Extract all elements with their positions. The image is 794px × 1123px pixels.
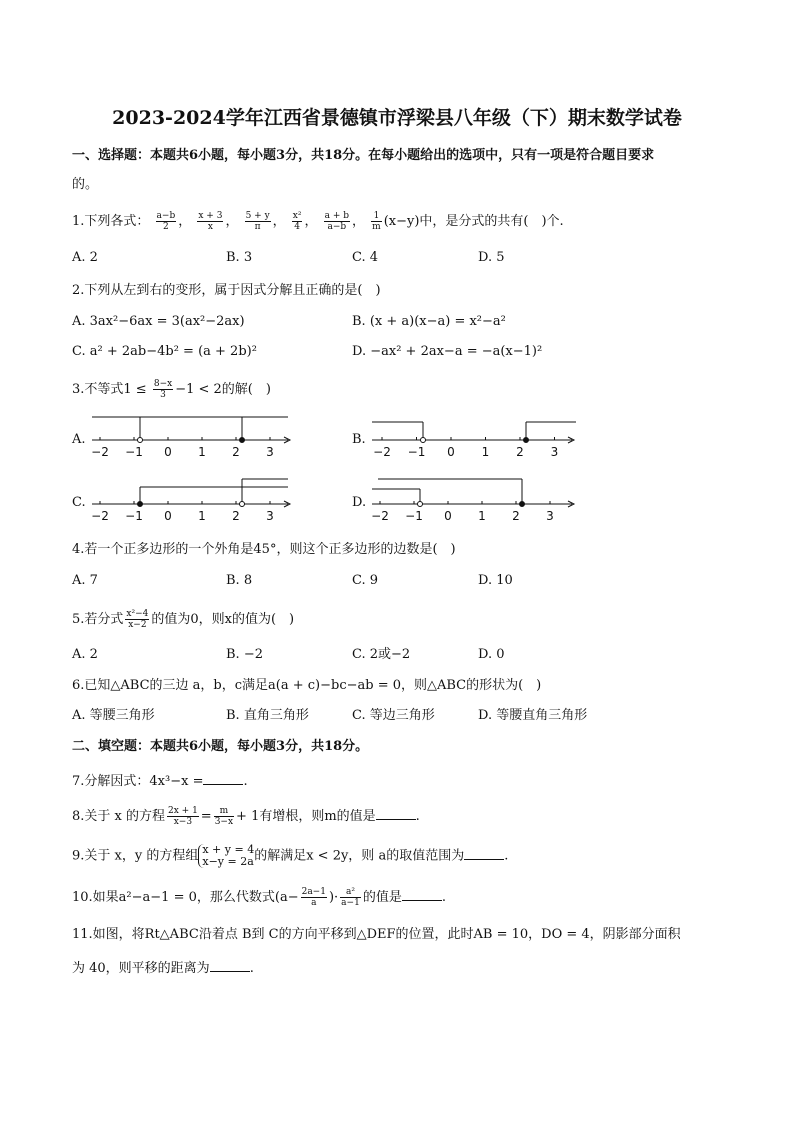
question-11-line1: 11.如图，将Rt△ABC沿着点 B到 C的方向平移到△DEF的位置，此时AB = 10，DO = 4，阴影部分面积 [72, 927, 681, 942]
question-10-stem [72, 887, 446, 908]
q6-option-b: B. 直角三角形 [226, 708, 309, 723]
q1-fraction-1-num: a−b [156, 211, 176, 221]
q3-option-d-number-line [368, 474, 582, 524]
q7-stem: 7.分解因式：4x³−x = [72, 774, 204, 789]
q4-option-c: C. 9 [352, 573, 379, 588]
q3-option-c-label: C. [72, 495, 86, 510]
q10-fraction-1-num: 2a−1 [301, 887, 326, 897]
q10-stem-a: 10.如果a²−a−1 = 0，那么代数式(a− [72, 890, 299, 905]
q2-option-c: C. a² + 2ab−4b² = (a + 2b)² [72, 344, 257, 359]
q8-end: . [415, 809, 420, 824]
q4-option-d: D. 10 [478, 573, 513, 588]
tick-label: 2 [232, 509, 240, 523]
q1-fraction-2-num: x + 3 [198, 211, 223, 221]
q6-option-d: D. 等腰直角三角形 [478, 708, 588, 723]
question-4-stem: 4.若一个正多边形的一个外角是45°，则这个正多边形的边数是( ) [72, 542, 456, 557]
question-2-stem: 2.下列从左到右的变形，属于因式分解且正确的是( ) [72, 283, 381, 298]
tick-label: 3 [546, 509, 554, 523]
q1-fraction-1-den: 2 [163, 222, 169, 232]
tick-label: 1 [478, 509, 486, 523]
tick-label: −2 [91, 509, 109, 523]
q2-option-a: A. 3ax²−6ax = 3(ax²−2ax) [72, 314, 245, 329]
q9-equation-2: x−y = 2a [202, 855, 254, 868]
q5-fraction-den: x−2 [128, 620, 147, 630]
tick-label: 3 [266, 445, 274, 459]
section2-header: 二、填空题：本题共6小题，每小题3分，共18分。 [72, 739, 369, 754]
q2-option-d: D. −ax² + 2ax−a = −a(x−1)² [352, 344, 543, 359]
q10-fraction-1-den: a [311, 898, 317, 908]
q3-fraction [153, 379, 173, 400]
q11-line2-text: 为 40，则平移的距离为 [72, 961, 210, 976]
tick-label: 1 [198, 509, 206, 523]
q3-option-d-label: D. [352, 495, 367, 510]
q5-option-b: B. −2 [226, 647, 263, 662]
q10-fraction-2 [340, 887, 361, 908]
tick-label: −2 [91, 445, 109, 459]
q2-option-b: B. (x + a)(x−a) = x²−a² [352, 314, 506, 329]
q3-fraction-den: 3 [160, 390, 166, 400]
q3-stem-b: −1 < 2的解( ) [175, 382, 271, 397]
q1-option-d: D. 5 [478, 250, 505, 265]
q3-option-b-number-line [368, 410, 582, 460]
q9-equation-1: x + y = 4 [202, 843, 255, 856]
q1-tail: (x−y)中，是分式的共有( )个. [383, 214, 564, 229]
q5-option-a: A. 2 [72, 647, 98, 662]
q1-fraction-3 [245, 211, 271, 232]
tick-label: 0 [447, 445, 455, 459]
q5-option-d: D. 0 [478, 647, 505, 662]
q8-fraction-2-den: 3−x [214, 817, 234, 827]
q6-option-a: A. 等腰三角形 [72, 708, 155, 723]
q1-option-c: C. 4 [352, 250, 379, 265]
question-9-stem [72, 844, 508, 868]
q5-fraction [125, 609, 149, 630]
q10-stem-b: 的值是 [362, 890, 402, 905]
q8-stem-b: + 1有增根，则m的值是 [236, 809, 376, 824]
q5-stem-b: 的值为0，则x的值为( ) [151, 612, 295, 627]
section1-header-line1: 一、选择题：本题共6小题，每小题3分，共18分。在每小题给出的选项中，只有一项是符合题目要求 [72, 148, 655, 163]
q8-fraction-1 [167, 806, 199, 827]
q1-fraction-5 [324, 211, 350, 232]
tick-label: 0 [444, 509, 452, 523]
q6-option-c: C. 等边三角形 [352, 708, 435, 723]
question-11-line2 [72, 958, 254, 978]
q3-option-c-number-line [88, 474, 298, 524]
q1-fraction-2-den: x [207, 222, 213, 232]
q5-fraction-num: x²−4 [126, 609, 149, 619]
q1-fraction-6 [371, 211, 382, 232]
q3-stem-a: 3.不等式1 ≤ [72, 382, 151, 397]
q1-fraction-2 [197, 211, 223, 232]
q9-equation-system [198, 844, 254, 868]
q10-mid: )· [328, 890, 339, 905]
q3-option-a-label: A. [72, 432, 86, 447]
question-5-stem [72, 609, 294, 630]
tick-label: 3 [266, 509, 274, 523]
q1-fraction-5-num: a + b [324, 211, 350, 221]
q9-stem-a: 9.关于 x，y 的方程组 [72, 848, 199, 864]
tick-label: −1 [405, 509, 423, 523]
q11-end: . [249, 961, 254, 976]
question-6-stem: 6.已知△ABC的三边 a，b，c满足a(a + c)−bc−ab = 0，则△ABC的形状为( ) [72, 678, 542, 693]
q8-answer-blank[interactable] [376, 806, 416, 820]
tick-label: 2 [512, 509, 520, 523]
q3-option-b-label: B. [352, 432, 366, 447]
q1-fraction-4-num: x² [292, 211, 302, 221]
q10-fraction-2-num: a² [340, 887, 361, 898]
q1-prefix: 1.下列各式： [72, 214, 150, 229]
tick-label: 2 [516, 445, 524, 459]
q3-option-a-number-line [88, 410, 298, 460]
tick-label: 0 [164, 445, 172, 459]
question-1-stem: 1.下列各式： $\frac{a-b}{2}$ ， $\frac{x + 3}{x}$ ， $\frac{5 + y}{\pi}$ ， $\frac{\text{x²}}{4}$ ， $\frac{a + b}{a-b}$ ， $\frac{1}{m}$ (x−y)中，是分式的共有( )个. [72, 211, 564, 232]
page-title: 2023-2024学年江西省景德镇市浮梁县八年级（下）期末数学试卷 [112, 107, 682, 129]
q10-end: . [441, 890, 446, 905]
q9-end: . [504, 848, 509, 864]
q8-fraction-2 [214, 806, 234, 827]
section1-header-line2: 的。 [72, 177, 99, 192]
q8-fraction-2-num: m [214, 806, 234, 817]
q4-option-b: B. 8 [226, 573, 253, 588]
tick-label: −2 [371, 509, 389, 523]
tick-label: −2 [373, 445, 391, 459]
q1-fraction-4-den: 4 [294, 222, 300, 232]
q8-fraction-1-num: 2x + 1 [168, 806, 198, 816]
q10-answer-blank[interactable] [402, 887, 442, 901]
q10-fraction-1 [301, 887, 327, 908]
q5-option-c: C. 2或−2 [352, 647, 411, 662]
question-7-stem [72, 771, 248, 791]
q1-option-b: B. 3 [226, 250, 253, 265]
tick-label: −1 [125, 445, 143, 459]
q10-fraction-2-den: a−1 [341, 898, 360, 908]
q8-stem-a: 8.关于 x 的方程 [72, 809, 165, 824]
tick-label: 0 [164, 509, 172, 523]
question-8-stem [72, 806, 420, 827]
q3-fraction-num: 8−x [153, 379, 173, 389]
q1-fraction-6-den: m [372, 222, 381, 232]
tick-label: 2 [232, 445, 240, 459]
q1-fraction-3-den: π [254, 222, 261, 232]
q8-fraction-1-den: x−3 [173, 817, 193, 827]
q4-option-a: A. 7 [72, 573, 98, 588]
q1-fraction-3-num: 5 + y [245, 211, 270, 221]
q5-stem-a: 5.若分式 [72, 612, 124, 627]
q1-fraction-5-den: a−b [327, 222, 347, 232]
q1-fraction-6-num: 1 [371, 211, 382, 222]
tick-label: 3 [550, 445, 559, 459]
q1-fraction-4 [292, 211, 303, 232]
q8-equals: = [200, 809, 212, 824]
q7-answer-blank[interactable] [203, 771, 243, 785]
question-3-stem [72, 379, 271, 400]
tick-label: −1 [407, 445, 426, 459]
q1-fraction-1 [156, 211, 177, 232]
q9-answer-blank[interactable] [464, 846, 504, 860]
tick-label: 1 [198, 445, 206, 459]
q7-end: . [243, 774, 248, 789]
q9-stem-b: 的解满足x < 2y，则 a的取值范围为 [254, 848, 465, 864]
tick-label: −1 [125, 509, 143, 523]
tick-label: 1 [481, 445, 490, 459]
q1-option-a: A. 2 [72, 250, 98, 265]
q11-answer-blank[interactable] [210, 958, 250, 972]
